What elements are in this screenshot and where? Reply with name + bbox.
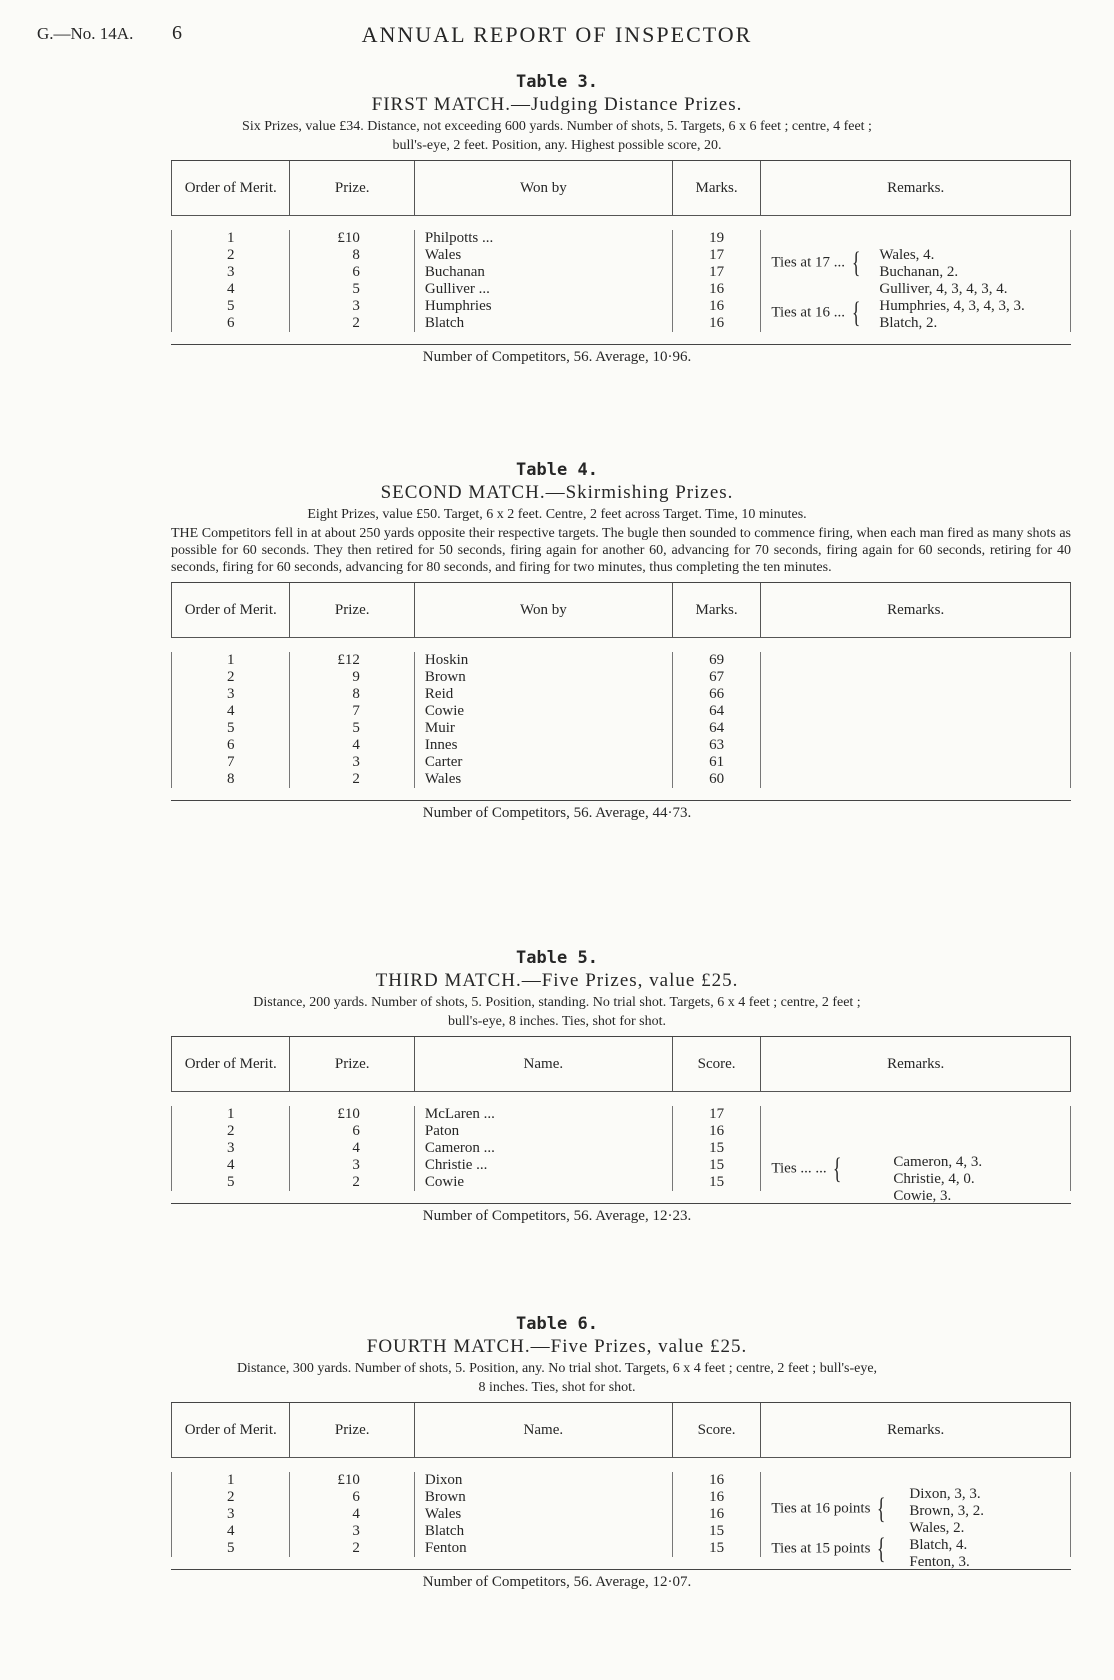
- table-description-line: Eight Prizes, value £50. Target, 6 x 2 feet. Centre, 2 feet across Target. Time, 10 minutes.: [307, 507, 807, 522]
- results-table: [171, 582, 1071, 801]
- competitor-name: Hoskin: [424, 652, 469, 668]
- table-cell: 63: [709, 737, 725, 753]
- tie-details: [909, 1537, 969, 1571]
- table-footer: Number of Competitors, 56. Average, 12·07.: [422, 1574, 692, 1590]
- tie-entry: Brown, 3, 2.: [909, 1503, 984, 1519]
- table-cell: [415, 230, 672, 247]
- tie-label: Ties at 15 points: [771, 1540, 871, 1557]
- table-cell: 16: [709, 315, 725, 331]
- table-cell: [415, 1106, 672, 1123]
- table-cell: 6: [352, 264, 360, 280]
- header-prize: Prize.: [290, 1037, 414, 1091]
- table-cell: 4: [352, 1506, 360, 1522]
- table-cell: 5: [226, 1174, 235, 1190]
- competitor-name: Gulliver ...: [424, 281, 490, 297]
- results-table: [171, 1402, 1071, 1570]
- table-cell: 15: [709, 1140, 725, 1156]
- table-description-line: Six Prizes, value £34. Distance, not exceeding 600 yards. Number of shots, 5. Targets, 6 x 6 feet ; centre, 4 feet ;: [242, 119, 872, 134]
- table-cell: [415, 247, 672, 264]
- table-3-section: [0, 72, 1114, 366]
- page-number: 6: [172, 22, 182, 44]
- tie-label: Ties at 17 ...: [771, 254, 845, 271]
- table-cell: 60: [709, 771, 725, 787]
- brace-icon: {: [851, 246, 861, 279]
- table-cell: 17: [709, 264, 725, 280]
- table-cell: 2: [226, 1123, 235, 1139]
- name-column: [415, 1472, 673, 1557]
- header-remarks: Remarks.: [761, 583, 1071, 637]
- table-header-row: [171, 583, 1071, 638]
- table-body: [171, 1458, 1071, 1569]
- table-subtitle: FIRST MATCH.—Judging Distance Prizes.: [371, 94, 743, 115]
- remarks-column: [761, 652, 1071, 788]
- table-subtitle: SECOND MATCH.—Skirmishing Prizes.: [380, 482, 734, 503]
- table-cell: 2: [226, 247, 235, 263]
- competitor-name: Philpotts ...: [424, 230, 494, 246]
- table-cell: 8: [352, 247, 360, 263]
- tie-entry: Wales, 4.: [879, 247, 935, 263]
- table-cell: 8: [352, 686, 360, 702]
- tie-entry: Christie, 4, 0.: [893, 1171, 975, 1187]
- table-cell: 2: [352, 1174, 360, 1190]
- table-cell: [415, 703, 672, 720]
- table-subtitle: THIRD MATCH.—Five Prizes, value £25.: [375, 970, 739, 991]
- table-cell: 1: [226, 1106, 235, 1122]
- header-marks: Marks.: [673, 583, 762, 637]
- table-6-section: [0, 1314, 1114, 1591]
- table-cell: 3: [352, 298, 360, 314]
- table-cell: £10: [337, 230, 360, 246]
- table-cell: 61: [709, 754, 725, 770]
- table-cell: [415, 1140, 672, 1157]
- table-cell: 5: [226, 1540, 235, 1556]
- table-cell: [415, 771, 672, 788]
- table-footer: Number of Competitors, 56. Average, 10·96.: [422, 349, 692, 365]
- table-cell: 6: [226, 737, 235, 753]
- table-cell: 4: [226, 1523, 235, 1539]
- table-cell: 2: [226, 669, 235, 685]
- results-table: [171, 160, 1071, 345]
- table-cell: 69: [709, 652, 725, 668]
- header-prize: Prize.: [290, 1403, 414, 1457]
- header-score: Score.: [673, 1037, 762, 1091]
- remarks-column: [761, 1106, 1071, 1204]
- order-column: [171, 1472, 290, 1557]
- table-description-line: bull's-eye, 8 inches. Ties, shot for shot.: [448, 1014, 666, 1029]
- brace-icon: {: [851, 296, 861, 329]
- remarks-column: [761, 1472, 1071, 1570]
- remarks-column: [761, 230, 1071, 332]
- header-prize: Prize.: [290, 583, 414, 637]
- tie-label: Ties ... ...: [771, 1160, 827, 1177]
- tie-entry: Fenton, 3.: [909, 1554, 970, 1570]
- table-cell: [415, 281, 672, 298]
- table-cell: 7: [352, 703, 360, 719]
- tie-entry: Humphries, 4, 3, 4, 3, 3.: [879, 298, 1025, 314]
- table-cell: [415, 737, 672, 754]
- table-cell: [415, 1523, 672, 1540]
- header-name: Name.: [415, 1037, 673, 1091]
- competitor-name: Wales: [424, 1506, 462, 1522]
- competitor-name: Cameron ...: [424, 1140, 495, 1156]
- table-cell: [415, 686, 672, 703]
- header-order: Order of Merit.: [171, 1037, 290, 1091]
- table-cell: 3: [226, 1140, 235, 1156]
- page-title: ANNUAL REPORT OF INSPECTOR: [361, 22, 753, 47]
- table-cell: 3: [352, 1523, 360, 1539]
- table-cell: 5: [352, 720, 360, 736]
- tie-entry: Wales, 2.: [909, 1520, 965, 1536]
- table-cell: [415, 1506, 672, 1523]
- table-description-line: 8 inches. Ties, shot for shot.: [478, 1380, 636, 1395]
- table-cell: [415, 315, 672, 332]
- prize-column: [290, 230, 414, 332]
- tie-entry: Cameron, 4, 3.: [893, 1154, 983, 1170]
- table-cell: 4: [352, 737, 360, 753]
- header-marks: Marks.: [673, 161, 762, 215]
- header-remarks: Remarks.: [761, 161, 1071, 215]
- table-cell: 16: [709, 1506, 725, 1522]
- table-cell: 7: [226, 754, 235, 770]
- header-prize: Prize.: [290, 161, 414, 215]
- competitor-name: Blatch: [424, 315, 465, 331]
- name-column: [415, 1106, 673, 1191]
- brace-icon: {: [877, 1492, 886, 1525]
- header-order: Order of Merit.: [171, 161, 290, 215]
- table-cell: [415, 1157, 672, 1174]
- table-cell: 16: [709, 1472, 725, 1488]
- table-cell: 16: [709, 298, 725, 314]
- competitor-name: Reid: [424, 686, 454, 702]
- table-cell: [415, 298, 672, 315]
- table-5-section: [0, 948, 1114, 1225]
- competitor-name: Humphries: [424, 298, 492, 314]
- table-cell: [415, 652, 672, 669]
- results-table: [171, 1036, 1071, 1204]
- order-column: [171, 1106, 290, 1191]
- table-cell: 19: [709, 230, 725, 246]
- score-column: [673, 1106, 762, 1191]
- table-header-row: [171, 1403, 1071, 1458]
- prize-column: [290, 652, 414, 788]
- competitor-name: Cowie: [424, 1174, 465, 1190]
- table-cell: 1: [226, 230, 235, 246]
- competitor-name: Brown: [424, 1489, 466, 1505]
- table-cell: 3: [352, 1157, 360, 1173]
- competitor-name: Blatch: [424, 1523, 465, 1539]
- score-column: [673, 1472, 762, 1557]
- tie-details: [893, 1154, 982, 1205]
- table-cell: 8: [226, 771, 235, 787]
- table-cell: 2: [352, 771, 360, 787]
- match-description-paragraph: THE Competitors fell in at about 250 yards opposite their respective targets. The bugle then sounded to commence firing, when each man fired as many shots as possible for 60 seconds. They then retired for 50 seconds, firing again for another 60, advancing for 70 seconds, firing again for 60 seconds, retiring for 40 seconds, firing for 60 seconds, advancing for 80 seconds, and firing for two minutes, thus completing the ten minutes.: [171, 526, 1071, 575]
- table-cell: 5: [226, 298, 235, 314]
- table-subtitle: FOURTH MATCH.—Five Prizes, value £25.: [366, 1336, 748, 1357]
- competitor-name: Christie ...: [424, 1157, 488, 1173]
- table-cell: [415, 1123, 672, 1140]
- competitor-name: Dixon: [424, 1472, 463, 1488]
- brace-icon: {: [833, 1152, 842, 1185]
- order-column: [171, 652, 290, 788]
- table-cell: [415, 669, 672, 686]
- tie-remark: [771, 1534, 888, 1564]
- table-cell: 1: [226, 652, 235, 668]
- table-cell: 15: [709, 1523, 725, 1539]
- page-header: [0, 22, 1114, 52]
- brace-icon: {: [877, 1532, 886, 1565]
- tie-entry: Dixon, 3, 3.: [909, 1486, 981, 1502]
- table-header-row: [171, 161, 1071, 216]
- header-order: Order of Merit.: [171, 1403, 290, 1457]
- table-header-row: [171, 1037, 1071, 1092]
- table-cell: 6: [226, 315, 235, 331]
- competitor-name: Wales: [424, 247, 462, 263]
- table-title: Table 4.: [516, 460, 598, 480]
- table-description-line: Distance, 300 yards. Number of shots, 5. Position, any. No trial shot. Targets, 6 x 4 feet ; centre, 2 feet ; bull's-eye,: [236, 1361, 878, 1376]
- tie-label: Ties at 16 ...: [771, 304, 845, 321]
- table-cell: 4: [352, 1140, 360, 1156]
- competitor-name: Brown: [424, 669, 466, 685]
- table-title: Table 6.: [516, 1314, 598, 1334]
- tie-details: [879, 247, 958, 281]
- table-cell: £10: [337, 1472, 360, 1488]
- table-cell: 5: [352, 281, 360, 297]
- table-4-section: [0, 460, 1114, 822]
- table-cell: 2: [352, 315, 360, 331]
- competitor-name: Buchanan: [424, 264, 485, 280]
- competitor-name: Fenton: [424, 1540, 467, 1556]
- table-cell: 17: [709, 247, 725, 263]
- table-cell: 15: [709, 1174, 725, 1190]
- table-cell: £12: [337, 652, 360, 668]
- prize-column: [290, 1472, 414, 1557]
- table-cell: [415, 1540, 672, 1557]
- table-cell: 16: [709, 1123, 725, 1139]
- table-title: Table 5.: [516, 948, 598, 968]
- tie-remark: [771, 298, 863, 328]
- header-won-by: Won by: [415, 161, 673, 215]
- table-cell: 67: [709, 669, 725, 685]
- header-order: Order of Merit.: [171, 583, 290, 637]
- header-name: Name.: [415, 1403, 673, 1457]
- tie-details: [879, 281, 1024, 332]
- tie-remark: [771, 248, 863, 278]
- order-column: [171, 230, 290, 332]
- table-cell: 64: [709, 703, 725, 719]
- table-cell: 3: [226, 686, 235, 702]
- table-cell: [415, 264, 672, 281]
- table-cell: 15: [709, 1540, 725, 1556]
- table-cell: 3: [226, 264, 235, 280]
- table-description-line: bull's-eye, 2 feet. Position, any. Highest possible score, 20.: [392, 138, 722, 153]
- table-body: [171, 638, 1071, 800]
- table-cell: [415, 1489, 672, 1506]
- competitor-name: Paton: [424, 1123, 460, 1139]
- table-description-line: Distance, 200 yards. Number of shots, 5. Position, standing. No trial shot. Targets, 6 x 4 feet ; centre, 2 feet ;: [253, 995, 861, 1010]
- table-cell: 3: [226, 1506, 235, 1522]
- table-cell: 2: [226, 1489, 235, 1505]
- table-cell: [415, 1472, 672, 1489]
- tie-entry: Blatch, 4.: [909, 1537, 968, 1553]
- table-cell: £10: [337, 1106, 360, 1122]
- tie-remark: [771, 1154, 844, 1184]
- table-cell: 5: [226, 720, 235, 736]
- table-body: [171, 216, 1071, 344]
- tie-entry: Buchanan, 2.: [879, 264, 959, 280]
- table-cell: 2: [352, 1540, 360, 1556]
- name-column: [415, 230, 673, 332]
- tie-entry: Gulliver, 4, 3, 4, 3, 4.: [879, 281, 1008, 297]
- table-cell: [415, 720, 672, 737]
- competitor-name: Carter: [424, 754, 463, 770]
- competitor-name: Cowie: [424, 703, 465, 719]
- table-cell: 64: [709, 720, 725, 736]
- competitor-name: Innes: [424, 737, 458, 753]
- table-cell: 66: [709, 686, 725, 702]
- header-won-by: Won by: [415, 583, 673, 637]
- table-cell: 4: [226, 1157, 235, 1173]
- tie-remark: [771, 1494, 888, 1524]
- table-cell: [415, 754, 672, 771]
- table-cell: 9: [352, 669, 360, 685]
- table-cell: 1: [226, 1472, 235, 1488]
- table-cell: 15: [709, 1157, 725, 1173]
- competitor-name: Muir: [424, 720, 455, 736]
- tie-entry: Cowie, 3.: [893, 1188, 952, 1204]
- table-footer: Number of Competitors, 56. Average, 44·73.: [422, 805, 692, 821]
- table-cell: 17: [709, 1106, 725, 1122]
- table-footer: Number of Competitors, 56. Average, 12·23.: [422, 1208, 692, 1224]
- tie-details: [909, 1486, 984, 1537]
- table-cell: 4: [226, 281, 235, 297]
- table-cell: 16: [709, 1489, 725, 1505]
- marks-column: [673, 652, 762, 788]
- table-cell: 6: [352, 1123, 360, 1139]
- document-reference: G.—No. 14A.: [37, 24, 134, 43]
- table-cell: 6: [352, 1489, 360, 1505]
- tie-entry: Blatch, 2.: [879, 315, 938, 331]
- tie-label: Ties at 16 points: [771, 1500, 871, 1517]
- name-column: [415, 652, 673, 788]
- competitor-name: Wales: [424, 771, 462, 787]
- table-title: Table 3.: [516, 72, 598, 92]
- marks-column: [673, 230, 762, 332]
- table-cell: 3: [352, 754, 360, 770]
- header-remarks: Remarks.: [761, 1403, 1071, 1457]
- table-cell: 16: [709, 281, 725, 297]
- header-score: Score.: [673, 1403, 762, 1457]
- competitor-name: McLaren ...: [424, 1106, 495, 1122]
- table-body: [171, 1092, 1071, 1203]
- prize-column: [290, 1106, 414, 1191]
- table-cell: 4: [226, 703, 235, 719]
- table-cell: [415, 1174, 672, 1191]
- header-remarks: Remarks.: [761, 1037, 1071, 1091]
